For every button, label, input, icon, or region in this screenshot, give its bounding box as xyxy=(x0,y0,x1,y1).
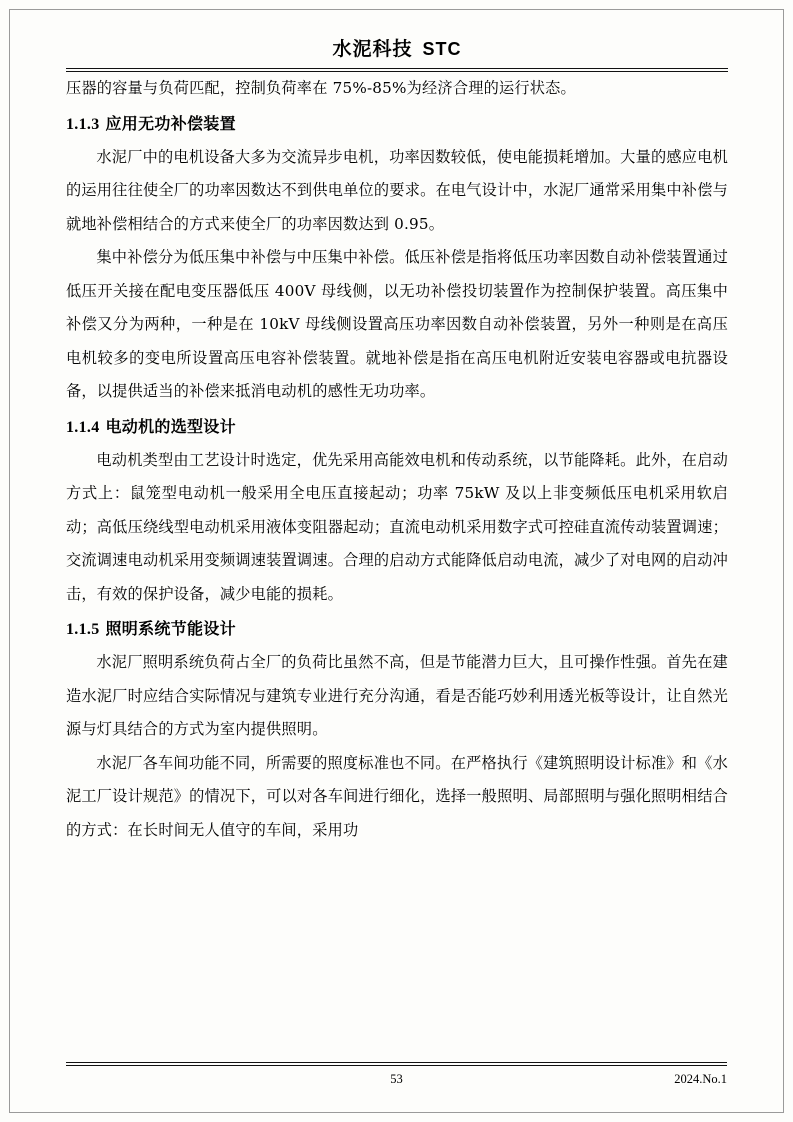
footer-row xyxy=(66,1072,727,1090)
article-body xyxy=(66,72,728,847)
journal-title-en: STC xyxy=(422,39,462,59)
issue-label: 2024.No.1 xyxy=(674,1072,727,1086)
paragraph: 水泥厂中的电机设备大多为交流异步电机，功率因数较低，使电能损耗增加。大量的感应电机的运用往往使全厂的功率因数达不到供电单位的要求。在电气设计中，水泥厂通常采用集中补偿与就地补偿相结合的方式来使全厂的功率因数达到 0.95。 xyxy=(66,147,728,233)
paragraph: 电动机类型由工艺设计时选定，优先采用高能效电机和传动系统，以节能降耗。此外，在启动方式上：鼠笼型电动机一般采用全电压直接起动；功率 75kW 及以上非变频低压电机采用软启动；高低压绕线型电动机采用液体变阻器起动；直流电动机采用数字式可控硅直流传动装置调速；交流调速电动机采用变频调速装置调速。合理的启动方式能降低启动电流，减少了对电网的启动冲击，有效的保护设备，减少电能的损耗。 xyxy=(66,450,728,603)
journal-title-cn: 水泥科技 xyxy=(332,38,413,60)
page-content xyxy=(66,34,728,847)
header-divider-thick xyxy=(66,68,728,69)
section-number: 1.1.5 xyxy=(66,621,100,638)
page-footer xyxy=(66,1062,727,1090)
paragraph: 水泥厂各车间功能不同，所需要的照度标准也不同。在严格执行《建筑照明设计标准》和《水泥工厂设计规范》的情况下，可以对各车间进行细化，选择一般照明、局部照明与强化照明相结合的方式：在长时间无人值守的车间，采用功 xyxy=(66,753,728,839)
section-heading-113 xyxy=(66,109,728,140)
section-heading-115 xyxy=(66,614,728,645)
paragraph-continued: 压器的容量与负荷匹配，控制负荷率在 75%-85%为经济合理的运行状态。 xyxy=(66,79,576,97)
section-number: 1.1.4 xyxy=(66,418,100,436)
footer-divider-thin xyxy=(66,1065,727,1066)
section-number: 1.1.3 xyxy=(66,115,100,133)
section-title: 照明系统节能设计 xyxy=(105,619,236,638)
section-title: 电动机的选型设计 xyxy=(105,416,236,436)
paragraph: 集中补偿分为低压集中补偿与中压集中补偿。低压补偿是指将低压功率因数自动补偿装置通过低压开关接在配电变压器低压 400V 母线侧，以无功补偿投切装置作为控制保护装置。高压集中补偿又分为两种，一种是在 10kV 母线侧设置高压功率因数自动补偿装置，另外一种则是在高压电机较多的变电所设置高压电容补偿装置。就地补偿是指在高压电机附近安装电容器或电抗器设备，以提供适当的补偿来抵消电动机的感性无功功率。 xyxy=(66,248,728,400)
paragraph: 水泥厂照明系统负荷占全厂的负荷比虽然不高，但是节能潜力巨大，且可操作性强。首先在建造水泥厂时应结合实际情况与建筑专业进行充分沟通，看是否能巧妙利用透光板等设计，让自然光源与灯具结合的方式为室内提供照明。 xyxy=(66,653,728,738)
page-number: 53 xyxy=(390,1072,403,1086)
section-title: 应用无功补偿装置 xyxy=(105,113,236,133)
footer-divider-thick xyxy=(66,1062,727,1063)
page-header xyxy=(66,34,728,65)
section-heading-114 xyxy=(66,412,728,443)
